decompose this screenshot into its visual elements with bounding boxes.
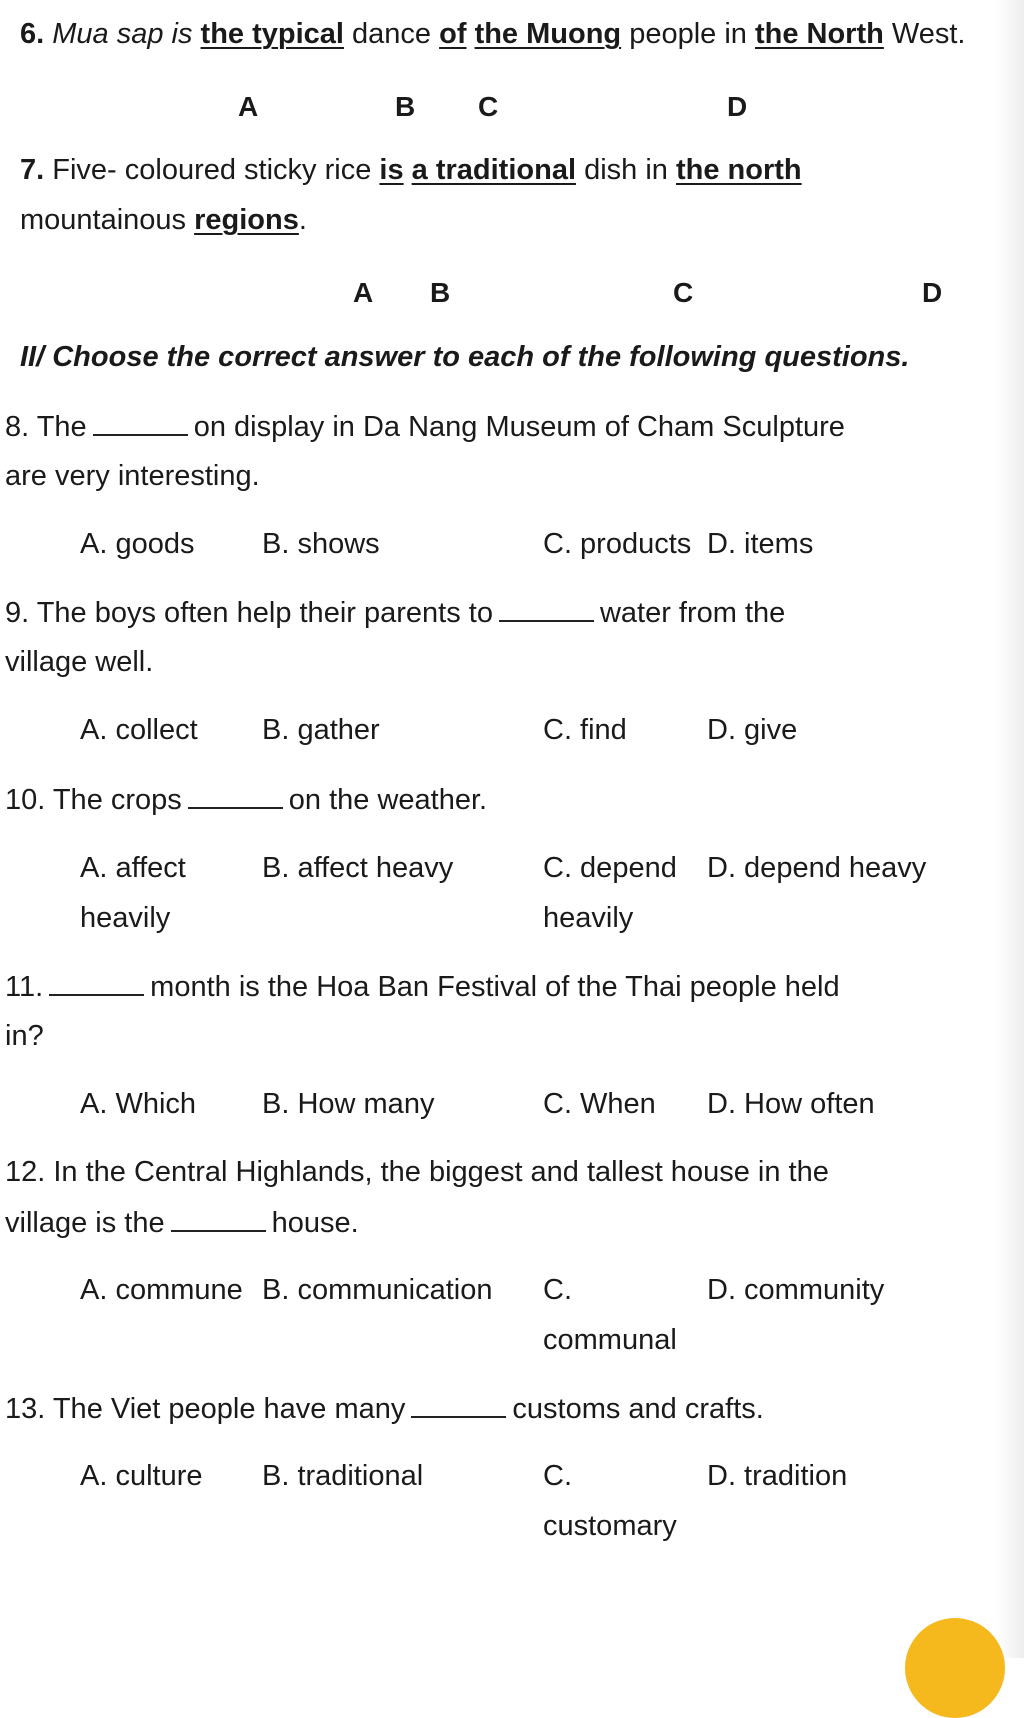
- q11-option-d[interactable]: D. How often: [707, 1088, 875, 1120]
- q11-option-a[interactable]: A. Which: [80, 1088, 197, 1120]
- page-edge-shadow: [996, 0, 1024, 1658]
- q13-line1: 13. The Viet people have many customs and crafts.: [5, 1393, 764, 1425]
- q8-option-b[interactable]: B. shows: [262, 528, 380, 560]
- q6-letter-d: D: [727, 91, 748, 122]
- q13-option-d[interactable]: D. tradition: [707, 1460, 848, 1492]
- q6-letter-a: A: [238, 91, 259, 122]
- q8-line2: are very interesting.: [5, 460, 260, 492]
- q12-option-c[interactable]: C. communal: [543, 1274, 677, 1356]
- q8-option-d[interactable]: D. items: [707, 528, 814, 560]
- q12-line1: 12. In the Central Highlands, the biggest and tallest house in the: [5, 1156, 829, 1188]
- q9-option-d[interactable]: D. give: [707, 714, 798, 746]
- q10-blank: [188, 785, 283, 809]
- q13-option-b[interactable]: B. traditional: [262, 1460, 424, 1492]
- section-heading: II/ Choose the correct answer to each of the following questions.: [20, 341, 910, 373]
- q7-letter-c: C: [673, 277, 694, 308]
- q13-option-c[interactable]: C. customary: [543, 1460, 677, 1542]
- q12-option-d[interactable]: D. community: [707, 1274, 885, 1306]
- q6-letter-b: B: [395, 91, 416, 122]
- q11-blank: [49, 972, 144, 996]
- q12-line2: village is the house.: [5, 1207, 359, 1239]
- q11-option-b[interactable]: B. How many: [262, 1088, 435, 1120]
- q9-option-a[interactable]: A. collect: [80, 714, 198, 746]
- q8-option-c[interactable]: C. products: [543, 528, 692, 560]
- q13-blank: [411, 1394, 506, 1418]
- q11-option-c[interactable]: C. When: [543, 1088, 656, 1120]
- q8-line1: 8. The on display in Da Nang Museum of Cham Sculpture: [5, 411, 845, 443]
- q7-sentence-line1: 7. Five- coloured sticky rice is a traditional dish in the north: [20, 154, 802, 186]
- q10-option-d[interactable]: D. depend heavy: [707, 852, 927, 884]
- q11-line2: in?: [5, 1020, 44, 1052]
- q8-option-a[interactable]: A. goods: [80, 528, 195, 560]
- q12-option-a[interactable]: A. commune: [80, 1274, 243, 1306]
- q10-option-c[interactable]: C. depend heavily: [543, 852, 677, 934]
- q9-line1: 9. The boys often help their parents to water from the: [5, 597, 786, 629]
- q7-letter-a: A: [353, 277, 374, 308]
- q7-sentence-line2: mountainous regions.: [20, 204, 307, 236]
- q7-letter-b: B: [430, 277, 451, 308]
- q10-option-a[interactable]: A. affect heavily: [80, 852, 186, 934]
- q10-line1: 10. The crops on the weather.: [5, 784, 488, 816]
- q8-blank: [93, 412, 188, 436]
- q12-option-b[interactable]: B. communication: [262, 1274, 493, 1306]
- yellow-sticker: [905, 1618, 1005, 1718]
- q6-letter-c: C: [478, 91, 499, 122]
- q11-line1: 11. month is the Hoa Ban Festival of the Thai people held: [5, 971, 840, 1003]
- q9-option-b[interactable]: B. gather: [262, 714, 380, 746]
- q9-option-c[interactable]: C. find: [543, 714, 627, 746]
- q9-blank: [499, 598, 594, 622]
- q13-option-a[interactable]: A. culture: [80, 1460, 203, 1492]
- q9-line2: village well.: [5, 646, 154, 678]
- q6-sentence: 6. Mua sap is the typical dance of the Muong people in the North West.: [20, 18, 966, 50]
- q7-letter-d: D: [922, 277, 943, 308]
- q12-blank: [171, 1208, 266, 1232]
- q10-option-b[interactable]: B. affect heavy: [262, 852, 454, 884]
